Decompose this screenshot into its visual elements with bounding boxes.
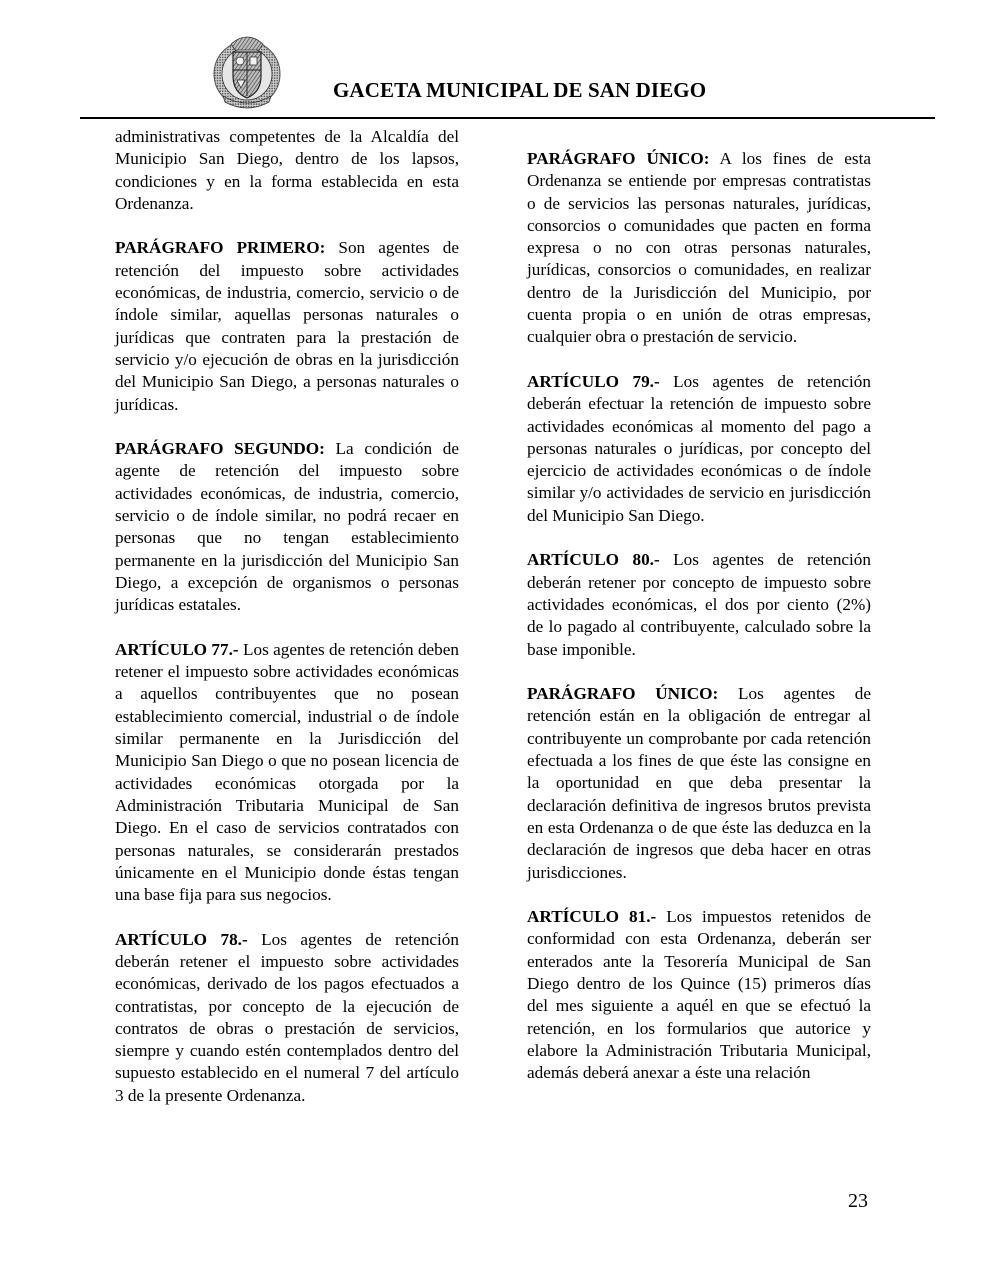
article-77 [115,639,459,907]
gazette-title: GACETA MUNICIPAL DE SAN DIEGO [333,78,707,102]
continued-paragraph [115,126,459,215]
paragraph-heading: PARÁGRAFO SEGUNDO: [115,439,325,459]
article-text: Los agentes de retención deberán retener por concepto de impuesto sobre actividades económicas, el dos por ciento (2%) de lo pagado al contribuyente, calculado sobre la base imponible. [527,550,871,659]
paragraph-text: Son agentes de retención del impuesto sobre actividades económicas, de industria, comercio, servicio o de índole similar, aquellas personas naturales o jurídicas que contraten para la prestación de servicio y/o ejecución de obras en la jurisdicción del Municipio San Diego, a personas naturales o jurídicas. [115,238,459,414]
article-text: Los agentes de retención deberán retener el impuesto sobre actividades económicas, derivado de los pagos efectuados a contratistas, por concepto de la ejecución de contratos de obras o prestación de servicios, siempre y cuando estén contemplados dentro del supuesto establecido en el numeral 7 del artículo 3 de la presente Ordenanza. [115,929,459,1105]
article-81 [527,906,871,1084]
article-heading: ARTÍCULO 78.- [115,929,248,949]
paragraph-segundo [115,438,459,616]
municipal-coat-of-arms-icon [211,30,283,110]
paragraph-heading: PARÁGRAFO PRIMERO: [115,238,326,258]
paragraph-text: La condición de agente de retención del impuesto sobre actividades económicas, de industria, comercio, servicio o de índole similar, no podrá recaer en personas que no tengan establecimiento permanente en la jurisdicción del Municipio San Diego, a excepción de organismos o personas jurídicas estatales. [115,439,459,615]
article-text: Los agentes de retención deberán efectuar la retención de impuesto sobre actividades económicas al momento del pago a personas naturales o jurídicas, por concepto del ejercicio de actividades económicas o de índole similar y/o actividades de servicio en jurisdicción del Municipio San Diego. [527,371,871,525]
article-heading: ARTÍCULO 79.- [527,371,660,391]
article-79 [527,371,871,527]
article-text: Los agentes de retención deben retener el impuesto sobre actividades económicas a aquellos contribuyentes que no posean establecimiento comercial, industrial o de índole similar permanente en la Jurisdicción del Municipio San Diego o que no posean licencia de actividades económicas otorgada por la Administración Tributaria Municipal de San Diego. En el caso de servicios contratados con personas naturales, se considerarán prestados únicamente en el Municipio donde éstas tengan una base fija para sus negocios. [115,639,459,905]
paragraph-text: administrativas competentes de la Alcaldía del Municipio San Diego, dentro de los lapsos, condiciones y en la forma establecida en esta Ordenanza. [115,127,459,213]
paragraph-unico-2 [527,683,871,884]
article-heading: ARTÍCULO 77.- [115,639,239,659]
article-78 [115,929,459,1107]
left-text-column [115,126,459,1107]
article-80 [527,549,871,660]
paragraph-unico [527,148,871,349]
paragraph-primero [115,237,459,415]
article-text: Los impuestos retenidos de conformidad con esta Ordenanza, deberán ser enterados ante la Tesorería Municipal de San Diego dentro de los Quince (15) primeros días del mes siguiente a aquél en que se efectuó la retención, en los formularios que autorice y elabore la Administración Tributaria Municipal, además deberá anexar a éste una relación [527,907,871,1083]
article-heading: ARTÍCULO 80.- [527,550,660,570]
header-divider [80,117,935,119]
paragraph-text: Los agentes de retención están en la obligación de entregar al contribuyente un comprobante por cada retención efectuada a los fines de que éste las consigne en la oportunidad en que deba presentar la declaración definitiva de ingresos brutos prevista en esta Ordenanza o de que éste las deduzca en la declaración de ingresos que deba hacer en otras jurisdicciones. [527,684,871,882]
paragraph-text: A los fines de esta Ordenanza se entiende por empresas contratistas o de servicios las personas naturales, jurídicas, consorcios o comunidades que pacten en forma expresa o no con otras personas naturales, jurídicas, consorcios o comunidades, en realizar dentro de la Jurisdicción del Municipio, por cuenta propia o en unión de otras empresas, cualquier obra o prestación de servicio. [527,149,871,347]
paragraph-heading: PARÁGRAFO ÚNICO: [527,149,710,168]
paragraph-heading: PARÁGRAFO ÚNICO: [527,684,719,704]
right-text-column [527,148,871,1084]
article-heading: ARTÍCULO 81.- [527,907,657,927]
page-number: 23 [848,1190,868,1212]
